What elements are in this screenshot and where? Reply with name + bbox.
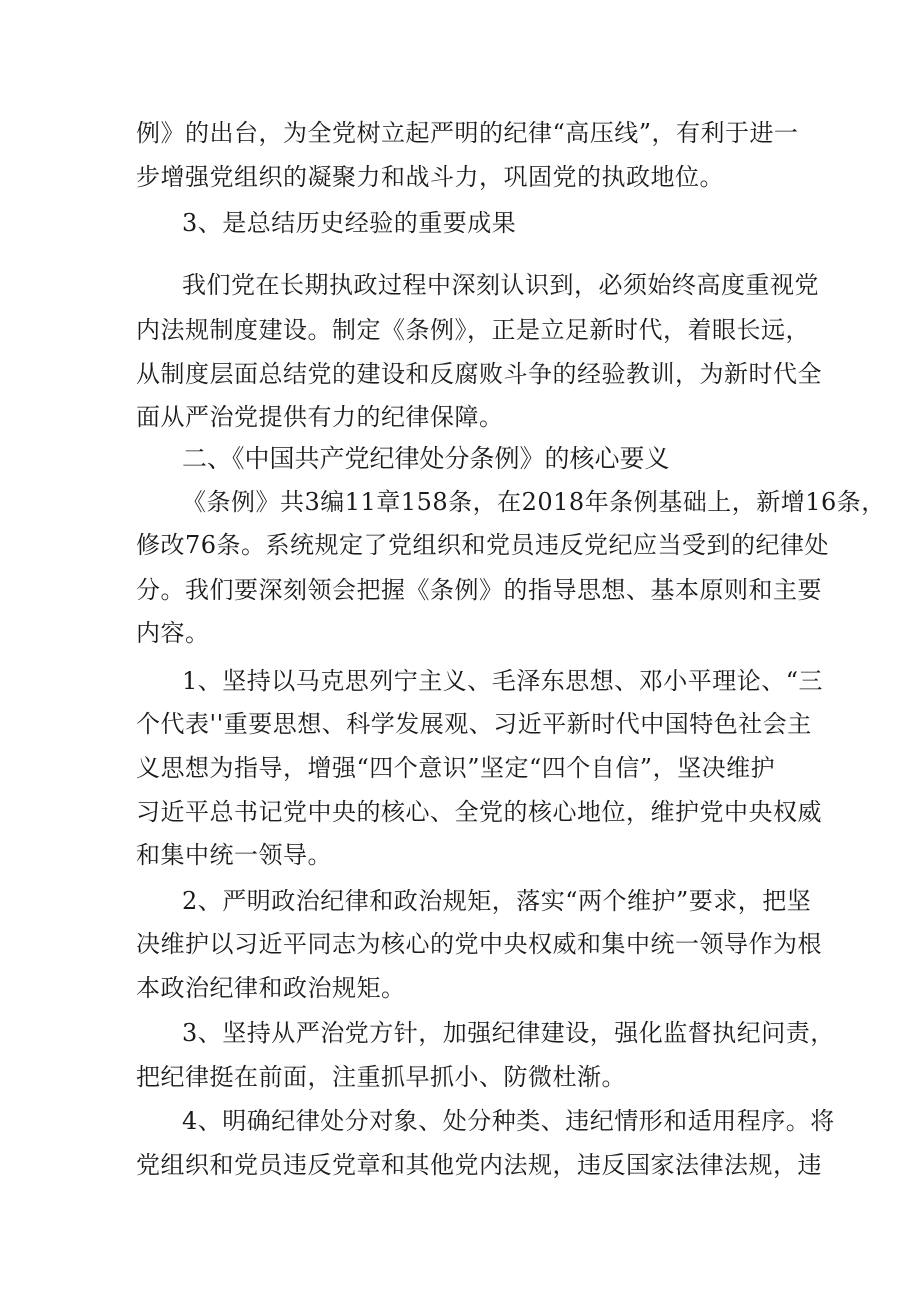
subheading-3: 3、是总结历史经验的重要成果 [182, 209, 517, 237]
text-line: 步增强党组织的凝聚力和战斗力，巩固党的执政地位。 [136, 163, 724, 191]
text-line: 习近平总书记党中央的核心、全党的核心地位，维护党中央权威 [136, 798, 822, 826]
text-line: 个代表''重要思想、科学发展观、习近平新时代中国特色社会主 [136, 710, 812, 738]
text-line: 内法规制度建设。制定《条例》，正是立足新时代，着眼长远， [136, 316, 810, 344]
text-line: 2、严明政治纪律和政治规矩，落实“两个维护”要求，把坚 [182, 887, 812, 915]
text-line: 面从严治党提供有力的纪律保障。 [136, 403, 504, 431]
text-line: 把纪律挺在前面，注重抓早抓小、防微杜渐。 [136, 1063, 626, 1091]
section-heading: 二、《中国共产党纪律处分条例》的核心要义 [182, 444, 670, 473]
text-line: 从制度层面总结党的建设和反腐败斗争的经验教训，为新时代全 [136, 360, 822, 388]
text-line: 本政治纪律和政治规矩。 [136, 974, 406, 1002]
text-line: 1、坚持以马克思列宁主义、毛泽东思想、邓小平理论、“三 [182, 667, 824, 695]
text-line: 内容。 [136, 619, 210, 647]
text-line: 和集中统一领导。 [136, 841, 332, 869]
text-line: 4、明确纪律处分对象、处分种类、违纪情形和适用程序。将 [182, 1107, 835, 1135]
text-line: 党组织和党员违反党章和其他党内法规，违反国家法律法规，违 [136, 1151, 822, 1179]
text-line: 修改76条。系统规定了党组织和党员违反党纪应当受到的纪律处 [136, 531, 830, 559]
text-line: 义思想为指导，增强“四个意识”坚定“四个自信”，坚决维护 [136, 754, 776, 782]
text-line: 分。我们要深刻领会把握《条例》的指导思想、基本原则和主要 [136, 576, 822, 604]
text-line: 3、坚持从严治党方针，加强纪律建设，强化监督执纪问责， [182, 1019, 835, 1047]
text-line: 决维护以习近平同志为核心的党中央权威和集中统一领导作为根 [136, 930, 822, 958]
text-line: 我们党在长期执政过程中深刻认识到，必须始终高度重视党 [182, 271, 819, 299]
text-line: 《条例》共3编11章158条，在2018年条例基础上，新增16条， [182, 488, 886, 516]
text-line: 例》的出台，为全党树立起严明的纪律“高压线”，有利于进一 [136, 119, 799, 147]
